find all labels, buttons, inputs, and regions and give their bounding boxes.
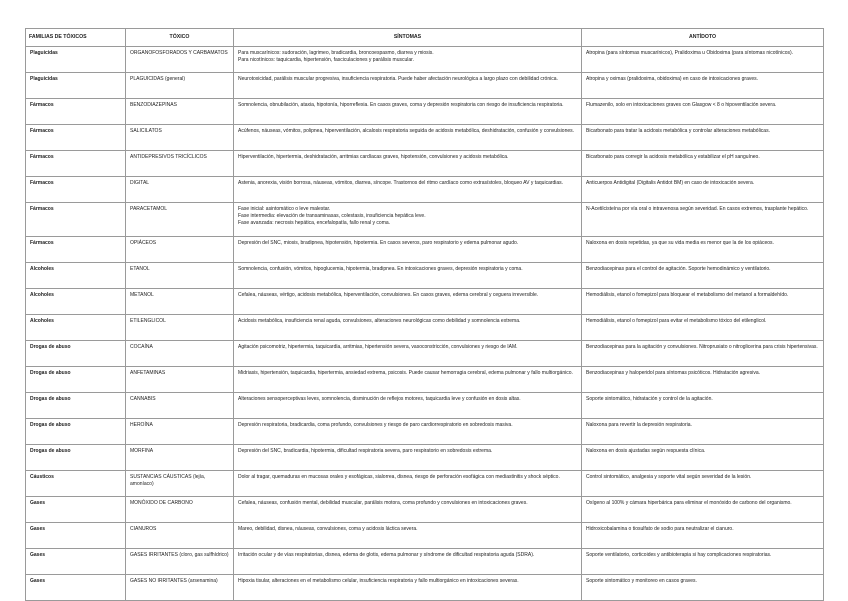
header-antidote: ANTÍDOTO <box>582 29 824 47</box>
table-row <box>26 125 824 151</box>
antidote-cell: Soporte sintomático y monitoreo en casos graves. <box>582 575 824 601</box>
family-cell: Gases <box>26 523 126 549</box>
symptoms-cell: Hiperventilación, hipertermia, deshidratación, arritmias cardíacas graves, hipotensión, convulsiones y acidosis metabólica. <box>234 151 582 177</box>
table-row <box>26 237 824 263</box>
table-row <box>26 341 824 367</box>
symptoms-cell: Cefalea, náuseas, vértigo, acidosis metabólica, hiperventilación, convulsiones. En casos graves, edema cerebral y ceguera irreversible. <box>234 289 582 315</box>
toxic-cell: CANNABIS <box>126 393 234 419</box>
table-row <box>26 575 824 601</box>
antidote-cell: Control sintomático, analgesia y soporte vital según severidad de la lesión. <box>582 471 824 497</box>
toxic-cell: SUSTANCIAS CÁUSTICAS (lejía, amoníaco) <box>126 471 234 497</box>
antidote-cell: Naloxona para revertir la depresión respiratoria. <box>582 419 824 445</box>
table-row <box>26 315 824 341</box>
family-cell: Fármacos <box>26 177 126 203</box>
family-cell: Gases <box>26 575 126 601</box>
symptoms-cell: Depresión respiratoria, bradicardia, coma profundo, convulsiones y riesgo de paro cardiorrespiratorio en sobredosis masiva. <box>234 419 582 445</box>
table-row <box>26 73 824 99</box>
table-row <box>26 367 824 393</box>
symptoms-cell: Dolor al tragar, quemaduras en mucosas orales y esofágicas, sialorrea, disnea, riesgo de perforación esofágica con mediastinitis y shock séptico. <box>234 471 582 497</box>
family-cell: Gases <box>26 549 126 575</box>
symptoms-cell: Neurotoxicidad, parálisis muscular progresiva, insuficiencia respiratoria. Puede haber afectación neurológica a largo plazo con debilidad crónica. <box>234 73 582 99</box>
family-cell: Alcoholes <box>26 289 126 315</box>
header-row <box>26 29 824 47</box>
antidote-cell: Bicarbonato para corregir la acidosis metabólica y estabilizar el pH sanguíneo. <box>582 151 824 177</box>
family-cell: Drogas de abuso <box>26 419 126 445</box>
antidote-cell: Benzodiacepinas para el control de agitación. Soporte hemodinámico y ventilatorio. <box>582 263 824 289</box>
table-row <box>26 419 824 445</box>
family-cell: Fármacos <box>26 99 126 125</box>
symptoms-cell: Hipoxia tisular, alteraciones en el metabolismo celular, insuficiencia respiratoria y fallo multiorgánico en intoxicaciones severas. <box>234 575 582 601</box>
toxic-cell: PLAGUICIDAS (general) <box>126 73 234 99</box>
table-row <box>26 203 824 237</box>
family-cell: Fármacos <box>26 125 126 151</box>
symptoms-cell: Depresión del SNC, bradicardia, hipotermia, dificultad respiratoria severa, paro respiratorio en sobredosis extrema. <box>234 445 582 471</box>
antidote-cell: Bicarbonato para tratar la acidosis metabólica y controlar alteraciones metabólicas. <box>582 125 824 151</box>
family-cell: Plaguicidas <box>26 47 126 73</box>
toxic-cell: DIGITAL <box>126 177 234 203</box>
symptoms-cell: Acúfenos, náuseas, vómitos, polipnea, hiperventilación, alcalosis respiratoria seguida de acidosis metabólica, deshidratación, confusión y convulsiones. <box>234 125 582 151</box>
toxic-cell: SALICILATOS <box>126 125 234 151</box>
family-cell: Drogas de abuso <box>26 393 126 419</box>
toxic-cell: HEROÍNA <box>126 419 234 445</box>
toxic-cell: ETILENGLICOL <box>126 315 234 341</box>
family-cell: Cáusticos <box>26 471 126 497</box>
antidote-cell: Soporte ventilatorio, corticoides y antibioterapia si hay complicaciones respiratorias. <box>582 549 824 575</box>
symptoms-cell: Somnolencia, obnubilación, ataxia, hipotonía, hiporreflexia. En casos graves, coma y depresión respiratoria con riesgo de insuficiencia respiratoria. <box>234 99 582 125</box>
symptoms-cell: Para muscarínicos: sudoración, lagrimeo, bradicardia, broncoespasmo, diarrea y miosis. Para nicotínicos: taquicardia, hipertensión, fasciculaciones y parálisis muscular. <box>234 47 582 73</box>
table-row <box>26 393 824 419</box>
family-cell: Fármacos <box>26 203 126 237</box>
antidote-cell: Oxígeno al 100% y cámara hiperbárica para eliminar el monóxido de carbono del organismo. <box>582 497 824 523</box>
antidote-cell: Anticuerpos Antidigital (Digitalis Antidot BM) en caso de intoxicación severa. <box>582 177 824 203</box>
symptoms-cell: Acidosis metabólica, insuficiencia renal aguda, convulsiones, alteraciones neurológicas como debilidad y somnolencia extrema. <box>234 315 582 341</box>
toxic-cell: ANTIDEPRESIVOS TRICÍCLICOS <box>126 151 234 177</box>
table-row <box>26 549 824 575</box>
antidote-cell: Benzodiacepinas para la agitación y convulsiones. Nitroprusiato o nitroglicerina para crisis hipertensivas. <box>582 341 824 367</box>
toxic-cell: MONÓXIDO DE CARBONO <box>126 497 234 523</box>
toxic-cell: COCAÍNA <box>126 341 234 367</box>
header-symptoms: SÍNTOMAS <box>234 29 582 47</box>
antidote-cell: Atropina y oximas (pralidoxima, obidoxima) en caso de intoxicaciones graves. <box>582 73 824 99</box>
symptoms-cell: Irritación ocular y de vías respiratorias, disnea, edema de glotis, edema pulmonar y síndrome de dificultad respiratoria aguda (SDRA). <box>234 549 582 575</box>
family-cell: Drogas de abuso <box>26 367 126 393</box>
symptoms-cell: Depresión del SNC, miosis, bradipnea, hipotensión, hipotermia. En casos severos, paro respiratorio y edema pulmonar agudo. <box>234 237 582 263</box>
antidote-cell: Hemodiálisis, etanol o fomepizol para bloquear el metabolismo del metanol a formaldehído. <box>582 289 824 315</box>
antidote-cell: Naloxona en dosis repetidas, ya que su vida media es menor que la de los opiáceos. <box>582 237 824 263</box>
symptoms-cell: Astenia, anorexia, visión borrosa, náuseas, vómitos, diarrea, síncope. Trastornos del ritmo cardíaco como extrasístoles, bloqueo AV y taquicardias. <box>234 177 582 203</box>
toxic-cell: METANOL <box>126 289 234 315</box>
table-row <box>26 177 824 203</box>
table-row <box>26 151 824 177</box>
toxic-cell: BENZODIAZEPINAS <box>126 99 234 125</box>
toxic-cell: ORGANOFOSFORADOS Y CARBAMATOS <box>126 47 234 73</box>
toxic-cell: ETANOL <box>126 263 234 289</box>
family-cell: Drogas de abuso <box>26 341 126 367</box>
table-row <box>26 497 824 523</box>
antidote-cell: Soporte sintomático, hidratación y control de la agitación. <box>582 393 824 419</box>
antidote-cell: Naloxona en dosis ajustadas según respuesta clínica. <box>582 445 824 471</box>
toxic-cell: GASES NO IRRITANTES (arsenamina) <box>126 575 234 601</box>
toxic-cell: MORFINA <box>126 445 234 471</box>
family-cell: Fármacos <box>26 237 126 263</box>
toxic-cell: OPIÁCEOS <box>126 237 234 263</box>
symptoms-cell: Agitación psicomotriz, hipertermia, taquicardia, arritmias, hipertensión severa, vasoconstricción, convulsiones y riesgo de IAM. <box>234 341 582 367</box>
toxicology-table <box>25 28 824 601</box>
family-cell: Alcoholes <box>26 263 126 289</box>
table-row <box>26 47 824 73</box>
family-cell: Drogas de abuso <box>26 445 126 471</box>
symptoms-cell: Cefalea, náuseas, confusión mental, debilidad muscular, parálisis motora, coma profundo y convulsiones en intoxicaciones graves. <box>234 497 582 523</box>
antidote-cell: Flumazenilo, solo en intoxicaciones graves con Glasgow < 8 o hipoventilación severa. <box>582 99 824 125</box>
family-cell: Alcoholes <box>26 315 126 341</box>
symptoms-cell: Alteraciones sensoperceptivas leves, somnolencia, disminución de reflejos motores, taquicardia leve y confusión en dosis altas. <box>234 393 582 419</box>
toxic-cell: GASES IRRITANTES (cloro, gas sulfhídrico) <box>126 549 234 575</box>
symptoms-cell: Fase inicial: asintomático o leve malestar. Fase intermedia: elevación de transaminasas, colestasis, insuficiencia hepática leve. Fase avanzada: necrosis hepática, encefalopatía, fallo renal y coma. <box>234 203 582 237</box>
table-row <box>26 445 824 471</box>
header-toxic: TÓXICO <box>126 29 234 47</box>
antidote-cell: Hemodiálisis, etanol o fomepizol para evitar el metabolismo tóxico del etilenglicol. <box>582 315 824 341</box>
toxic-cell: ANFETAMINAS <box>126 367 234 393</box>
family-cell: Fármacos <box>26 151 126 177</box>
family-cell: Gases <box>26 497 126 523</box>
antidote-cell: Benzodiacepinas y haloperidol para síntomas psicóticos. Hidratación agresiva. <box>582 367 824 393</box>
family-cell: Plaguicidas <box>26 73 126 99</box>
antidote-cell: Atropina (para síntomas muscarínicos), Pralidoxima u Obidoxima (para síntomas nicotínicos). <box>582 47 824 73</box>
table-row <box>26 99 824 125</box>
antidote-cell: N-Acetilcisteína por vía oral o intravenosa según severidad. En casos extremos, trasplante hepático. <box>582 203 824 237</box>
antidote-cell: Hidroxicobalamina o tiosulfato de sodio para neutralizar el cianuro. <box>582 523 824 549</box>
symptoms-cell: Somnolencia, confusión, vómitos, hipoglucemia, hipotermia, bradipnea. En intoxicaciones graves, depresión respiratoria y coma. <box>234 263 582 289</box>
header-family: FAMILIAS DE TÓXICOS <box>26 29 126 47</box>
table-row <box>26 289 824 315</box>
toxic-cell: CIANUROS <box>126 523 234 549</box>
toxic-cell: PARACETAMOL <box>126 203 234 237</box>
table-row <box>26 471 824 497</box>
table-row <box>26 523 824 549</box>
table-row <box>26 263 824 289</box>
symptoms-cell: Midriasis, hipertensión, taquicardia, hipertermia, ansiedad extrema, psicosis. Puede causar hemorragia cerebral, edema pulmonar y fallo multiorgánico. <box>234 367 582 393</box>
symptoms-cell: Mareo, debilidad, disnea, náuseas, convulsiones, coma y acidosis láctica severa. <box>234 523 582 549</box>
